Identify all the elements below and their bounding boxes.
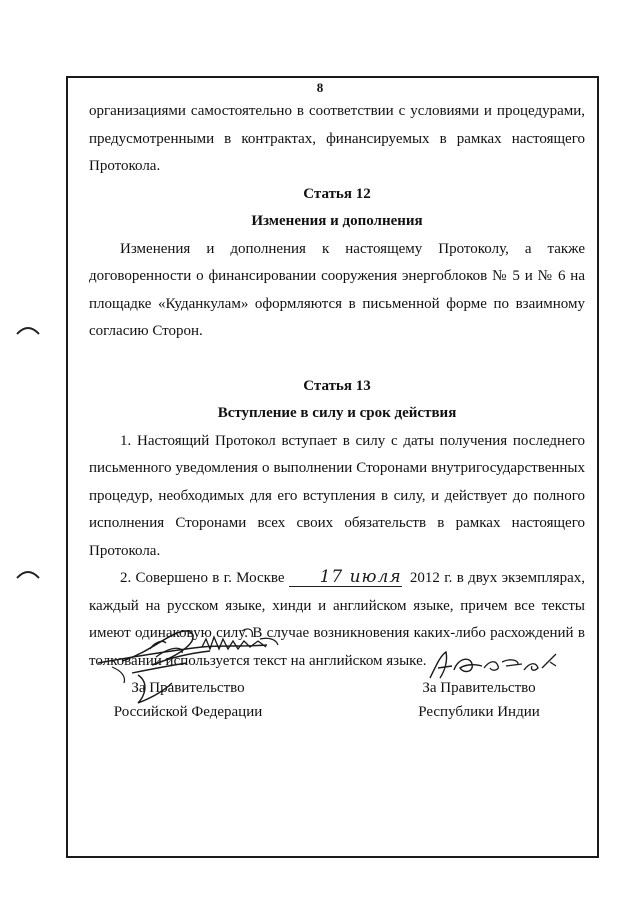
article-13-title: Вступление в силу и срок действия — [217, 405, 457, 421]
punch-hole-mark — [14, 322, 42, 336]
indian-signatory-line1: За Правительство — [422, 680, 536, 696]
indian-signatory-block — [404, 676, 554, 724]
handwritten-date: 17 июля — [289, 568, 402, 587]
article-12-text: Изменения и дополнения к настоящему Протоколу, а также договоренности о финансировании сооружения энергоблоков № 5 и № 6 на площадке «Куданкулам» оформляются в письменной форме по взаимному согласию Сторон. — [89, 240, 585, 339]
clause-2-start: 2. Совершено в г. Москве — [120, 570, 285, 586]
intro-paragraph: организациями самостоятельно в соответствии с условиями и процедурами, предусмотренными в контрактах, финансируемых в рамках настоящего Протокола. — [89, 103, 585, 174]
document-body — [89, 98, 585, 675]
punch-hole-mark — [14, 566, 42, 580]
article-13-number: Статья 13 — [303, 377, 371, 394]
clause-2-end: 2012 г. в двух экземплярах, каждый на русском языке, хинди и английском языке, причем все тексты имеют одинаковую силу. В случае возникновения каких-либо расхождений в толковании используется текст на английском языке. — [89, 570, 585, 669]
page-number: 8 — [316, 80, 324, 95]
article-12-number: Статья 12 — [303, 185, 371, 202]
article-13-clause-1: 1. Настоящий Протокол вступает в силу с даты получения последнего письменного уведомления о выполнении Сторонами внутригосударственных процедур, необходимых для его вступления в силу, и действует до полного исполнения Сторонами всех своих обязательств в рамках настоящего Протокола. — [89, 432, 585, 559]
russian-signatory-block — [108, 676, 268, 724]
russian-signatory-line1: За Правительство — [131, 680, 245, 696]
article-12-title: Изменения и дополнения — [251, 213, 423, 229]
russian-signatory-line2: Российской Федерации — [113, 704, 263, 720]
indian-signatory-line2: Республики Индии — [418, 704, 540, 720]
